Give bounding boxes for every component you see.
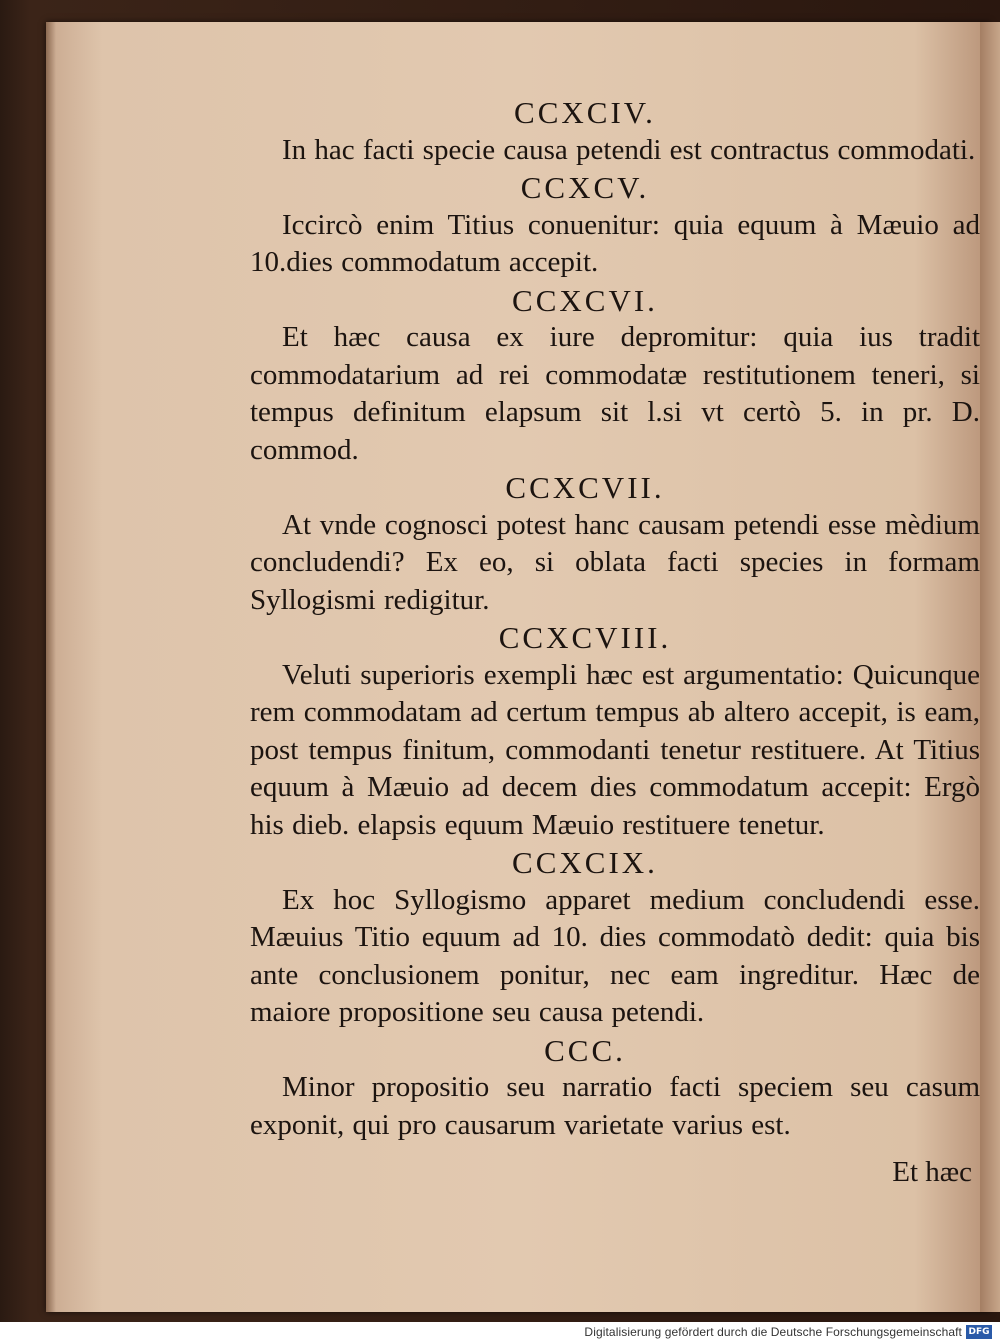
section-300: [250, 1032, 980, 1145]
section-paragraph: Minor propositio seu narratio facti speciem seu casum exponit, qui pro causarum varietate varius est.: [250, 1071, 980, 1141]
catchword: Et hæc: [892, 1156, 972, 1188]
section-295: [250, 169, 980, 282]
page-edge: [980, 22, 1000, 1312]
section-heading: CCXCVII.: [505, 470, 665, 505]
section-heading: CCXCIV.: [514, 95, 656, 130]
section-paragraph: Et hæc causa ex iure depromitur: quia ius tradit commodatarium ad rei commodatæ restitutionem teneri, si tempus definitum elapsum sit l.si vt certò 5. in pr. D. commod.: [250, 321, 980, 466]
section-297: [250, 469, 980, 619]
dfg-logo: DFG: [966, 1325, 992, 1339]
section-heading: CCC.: [544, 1032, 626, 1068]
section-294: [250, 94, 980, 169]
section-heading: CCXCVIII.: [498, 620, 672, 655]
section-paragraph: At vnde cognosci potest hanc causam petendi esse mèdium concludendi? Ex eo, si oblata facti species in formam Syllogismi redigitur.: [250, 508, 980, 616]
funding-credit: Digitalisierung gefördert durch die Deutsche Forschungsgemeinschaft: [584, 1325, 962, 1339]
footer-bar: [0, 1322, 1000, 1342]
section-heading: CCXCIX.: [512, 845, 658, 880]
section-299: [250, 844, 980, 1032]
section-paragraph: Iccircò enim Titius conuenitur: quia equum à Mæuio ad 10.dies commodatum accepit.: [250, 208, 980, 278]
page-text: [250, 94, 980, 1192]
section-paragraph: Ex hoc Syllogismo apparet medium concludendi esse. Mæuius Titio equum ad 10. dies commodatò dedit: quia bis ante conclusionem ponitur, nec eam ingreditur. Hæc de maiore propositione seu causa petendi.: [250, 883, 980, 1028]
section-296: [250, 282, 980, 470]
section-heading: CCXCVI.: [512, 282, 658, 318]
section-heading: CCXCV.: [520, 170, 650, 205]
section-298: [250, 619, 980, 844]
section-paragraph: In hac facti specie causa petendi est contractus commodati.: [282, 133, 976, 166]
section-paragraph: Veluti superioris exempli hæc est argumentatio: Quicunque rem commodatam ad certum tempus ab altero accepit, is eam, post tempus finitum, commodanti tenetur restituere. At Titius equum à Mæuio ad decem dies commodatum accepit: Ergò his dieb. elapsis equum Mæuio restituere tenetur.: [250, 658, 980, 841]
